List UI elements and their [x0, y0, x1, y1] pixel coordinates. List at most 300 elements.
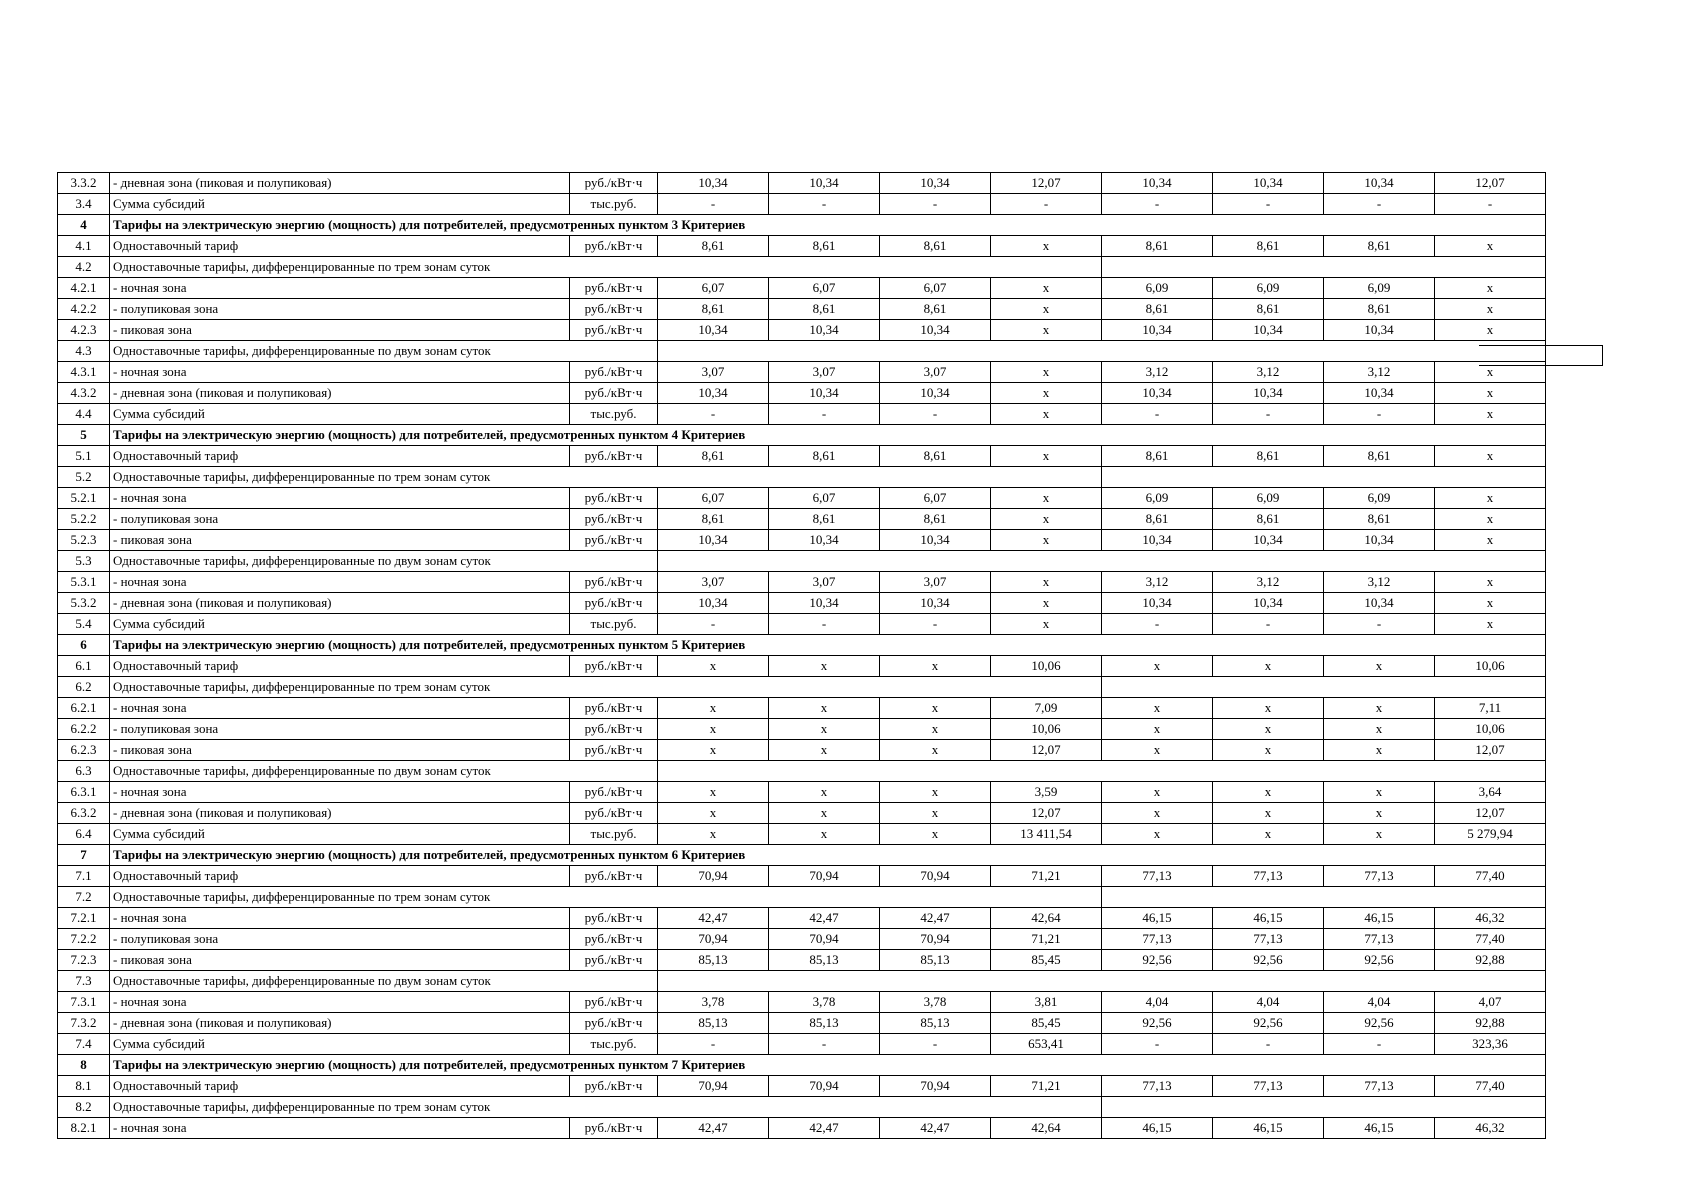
value-cell: 13 411,54: [991, 824, 1102, 845]
value-cell: 10,34: [1102, 173, 1213, 194]
value-cell: x: [880, 698, 991, 719]
row-name: Одноставочные тарифы, дифференцированные по трем зонам суток: [110, 677, 1102, 698]
value-cell: 77,40: [1435, 1076, 1546, 1097]
row-name: - пиковая зона: [110, 320, 570, 341]
value-cell: -: [658, 614, 769, 635]
table-row: [58, 236, 1546, 257]
value-cell: 10,34: [880, 530, 991, 551]
row-number: 6.2.1: [58, 698, 110, 719]
table-row: [58, 740, 1546, 761]
row-number: 5.1: [58, 446, 110, 467]
value-cell: 8,61: [769, 446, 880, 467]
table-row: [58, 194, 1546, 215]
row-number: 7: [58, 845, 110, 866]
row-number: 5.3.2: [58, 593, 110, 614]
value-cell: x: [991, 614, 1102, 635]
table-row: [58, 1118, 1546, 1139]
table-row: [58, 446, 1546, 467]
value-cell: x: [880, 803, 991, 824]
value-cell: 42,47: [880, 908, 991, 929]
value-cell: 8,61: [1213, 236, 1324, 257]
value-cell: 85,13: [769, 1013, 880, 1034]
row-unit: руб./кВт·ч: [570, 992, 658, 1013]
value-cell: x: [658, 740, 769, 761]
value-cell: 10,34: [1213, 530, 1324, 551]
empty-cell: [1213, 551, 1324, 572]
row-name: Одноставочные тарифы, дифференцированные по трем зонам суток: [110, 467, 1102, 488]
value-cell: 42,47: [880, 1118, 991, 1139]
value-cell: 6,09: [1102, 278, 1213, 299]
value-cell: 77,13: [1324, 866, 1435, 887]
value-cell: x: [1102, 824, 1213, 845]
value-cell: -: [1102, 614, 1213, 635]
row-number: 7.2.1: [58, 908, 110, 929]
table-row: [58, 383, 1546, 404]
row-name: - дневная зона (пиковая и полупиковая): [110, 1013, 570, 1034]
value-cell: -: [769, 614, 880, 635]
row-number: 8.2.1: [58, 1118, 110, 1139]
row-name: - пиковая зона: [110, 530, 570, 551]
value-cell: 85,13: [658, 950, 769, 971]
empty-cell: [1324, 971, 1435, 992]
value-cell: 92,56: [1102, 950, 1213, 971]
value-cell: 8,61: [1213, 299, 1324, 320]
value-cell: 77,40: [1435, 866, 1546, 887]
value-cell: 92,88: [1435, 1013, 1546, 1034]
row-unit: руб./кВт·ч: [570, 530, 658, 551]
value-cell: 3,78: [769, 992, 880, 1013]
row-name: - ночная зона: [110, 362, 570, 383]
section-title: Тарифы на электрическую энергию (мощность) для потребителей, предусмотренных пунктом 3 Критериев: [110, 215, 1546, 236]
table-row: [58, 362, 1546, 383]
subheader-row: [58, 887, 1546, 908]
row-name: - дневная зона (пиковая и полупиковая): [110, 803, 570, 824]
table-row: [58, 656, 1546, 677]
row-number: 6.2: [58, 677, 110, 698]
table-row: [58, 1034, 1546, 1055]
value-cell: 77,13: [1213, 1076, 1324, 1097]
value-cell: 3,12: [1102, 362, 1213, 383]
table-row: [58, 824, 1546, 845]
value-cell: x: [769, 782, 880, 803]
row-unit: руб./кВт·ч: [570, 782, 658, 803]
value-cell: x: [991, 446, 1102, 467]
value-cell: x: [1435, 572, 1546, 593]
value-cell: 3,07: [658, 572, 769, 593]
value-cell: 5 279,94: [1435, 824, 1546, 845]
table-row: [58, 782, 1546, 803]
value-cell: 8,61: [1213, 446, 1324, 467]
value-cell: 6,09: [1213, 278, 1324, 299]
table-row: [58, 593, 1546, 614]
value-cell: 10,34: [880, 173, 991, 194]
row-unit: руб./кВт·ч: [570, 803, 658, 824]
empty-cell: [769, 551, 880, 572]
section-title: Тарифы на электрическую энергию (мощность) для потребителей, предусмотренных пунктом 5 Критериев: [110, 635, 1546, 656]
empty-cell: [1435, 971, 1546, 992]
value-cell: 70,94: [880, 866, 991, 887]
row-name: Одноставочные тарифы, дифференцированные по двум зонам суток: [110, 971, 658, 992]
value-cell: x: [1213, 656, 1324, 677]
row-unit: руб./кВт·ч: [570, 299, 658, 320]
row-number: 5: [58, 425, 110, 446]
row-unit: тыс.руб.: [570, 404, 658, 425]
value-cell: 92,56: [1213, 1013, 1324, 1034]
value-cell: 3,81: [991, 992, 1102, 1013]
section-row: [58, 425, 1546, 446]
value-cell: x: [1324, 824, 1435, 845]
value-cell: 8,61: [769, 509, 880, 530]
value-cell: 10,34: [1324, 530, 1435, 551]
row-number: 8.2: [58, 1097, 110, 1118]
row-name: - ночная зона: [110, 992, 570, 1013]
tariff-table: [57, 172, 1546, 1139]
table-row: [58, 866, 1546, 887]
value-cell: 7,11: [1435, 698, 1546, 719]
row-unit: руб./кВт·ч: [570, 572, 658, 593]
value-cell: x: [769, 656, 880, 677]
row-number: 5.2.1: [58, 488, 110, 509]
table-row: [58, 992, 1546, 1013]
empty-cell: [880, 971, 991, 992]
value-cell: x: [991, 509, 1102, 530]
row-number: 5.2: [58, 467, 110, 488]
row-name: - полупиковая зона: [110, 509, 570, 530]
value-cell: 10,06: [1435, 719, 1546, 740]
value-cell: 46,15: [1324, 908, 1435, 929]
value-cell: 10,34: [769, 530, 880, 551]
value-cell: 8,61: [658, 446, 769, 467]
value-cell: 6,09: [1102, 488, 1213, 509]
row-name: - пиковая зона: [110, 950, 570, 971]
value-cell: 12,07: [991, 173, 1102, 194]
value-cell: 70,94: [658, 929, 769, 950]
row-name: Одноставочные тарифы, дифференцированные по трем зонам суток: [110, 887, 1102, 908]
row-number: 7.3: [58, 971, 110, 992]
value-cell: x: [1324, 698, 1435, 719]
empty-cell: [1435, 761, 1546, 782]
value-cell: 10,34: [1213, 383, 1324, 404]
value-cell: 6,09: [1324, 278, 1435, 299]
row-number: 6.2.2: [58, 719, 110, 740]
value-cell: x: [1435, 593, 1546, 614]
value-cell: 10,34: [880, 383, 991, 404]
value-cell: 92,56: [1102, 1013, 1213, 1034]
section-row: [58, 1055, 1546, 1076]
row-number: 8.1: [58, 1076, 110, 1097]
empty-cell: [1102, 341, 1213, 362]
value-cell: x: [1435, 362, 1546, 383]
empty-cell: [769, 341, 880, 362]
row-unit: руб./кВт·ч: [570, 866, 658, 887]
value-cell: 92,88: [1435, 950, 1546, 971]
row-name: Одноставочный тариф: [110, 656, 570, 677]
row-number: 6.3: [58, 761, 110, 782]
value-cell: 8,61: [658, 236, 769, 257]
value-cell: x: [1213, 782, 1324, 803]
row-name: - дневная зона (пиковая и полупиковая): [110, 383, 570, 404]
value-cell: -: [991, 194, 1102, 215]
value-cell: 46,15: [1213, 908, 1324, 929]
value-cell: 3,59: [991, 782, 1102, 803]
empty-cell: [1102, 677, 1546, 698]
value-cell: 85,13: [769, 950, 880, 971]
row-name: Одноставочный тариф: [110, 866, 570, 887]
value-cell: -: [1435, 194, 1546, 215]
value-cell: 85,13: [658, 1013, 769, 1034]
value-cell: 46,15: [1102, 908, 1213, 929]
row-number: 7.2: [58, 887, 110, 908]
value-cell: -: [880, 614, 991, 635]
value-cell: x: [1435, 446, 1546, 467]
value-cell: 42,64: [991, 908, 1102, 929]
value-cell: -: [1213, 614, 1324, 635]
row-name: - дневная зона (пиковая и полупиковая): [110, 173, 570, 194]
value-cell: 85,45: [991, 950, 1102, 971]
row-unit: руб./кВт·ч: [570, 320, 658, 341]
section-row: [58, 845, 1546, 866]
value-cell: 77,13: [1213, 929, 1324, 950]
value-cell: x: [991, 593, 1102, 614]
value-cell: x: [1435, 509, 1546, 530]
value-cell: x: [991, 320, 1102, 341]
row-number: 4.4: [58, 404, 110, 425]
value-cell: x: [1324, 740, 1435, 761]
value-cell: 8,61: [880, 299, 991, 320]
empty-cell: [1102, 1097, 1546, 1118]
empty-cell: [1102, 551, 1213, 572]
value-cell: x: [991, 278, 1102, 299]
value-cell: 77,40: [1435, 929, 1546, 950]
value-cell: 3,07: [769, 362, 880, 383]
value-cell: -: [1324, 1034, 1435, 1055]
value-cell: 70,94: [658, 866, 769, 887]
value-cell: -: [658, 1034, 769, 1055]
row-unit: тыс.руб.: [570, 1034, 658, 1055]
value-cell: 8,61: [769, 236, 880, 257]
value-cell: x: [880, 656, 991, 677]
row-name: Сумма субсидий: [110, 1034, 570, 1055]
value-cell: x: [991, 404, 1102, 425]
row-number: 4.2.2: [58, 299, 110, 320]
row-name: - дневная зона (пиковая и полупиковая): [110, 593, 570, 614]
value-cell: -: [658, 194, 769, 215]
value-cell: 77,13: [1102, 1076, 1213, 1097]
value-cell: 8,61: [1324, 446, 1435, 467]
value-cell: 10,34: [1102, 320, 1213, 341]
value-cell: 323,36: [1435, 1034, 1546, 1055]
section-title: Тарифы на электрическую энергию (мощность) для потребителей, предусмотренных пунктом 4 Критериев: [110, 425, 1546, 446]
value-cell: x: [1435, 614, 1546, 635]
value-cell: 6,07: [769, 278, 880, 299]
empty-cell: [1102, 761, 1213, 782]
row-name: Сумма субсидий: [110, 824, 570, 845]
value-cell: 10,34: [1324, 320, 1435, 341]
value-cell: -: [880, 194, 991, 215]
row-name: - ночная зона: [110, 698, 570, 719]
value-cell: 85,13: [880, 1013, 991, 1034]
row-unit: руб./кВт·ч: [570, 740, 658, 761]
value-cell: x: [991, 299, 1102, 320]
row-name: - полупиковая зона: [110, 719, 570, 740]
row-name: - пиковая зона: [110, 740, 570, 761]
empty-cell: [991, 971, 1102, 992]
row-name: Сумма субсидий: [110, 194, 570, 215]
row-number: 4.2.3: [58, 320, 110, 341]
value-cell: x: [658, 656, 769, 677]
value-cell: 7,09: [991, 698, 1102, 719]
value-cell: 46,32: [1435, 908, 1546, 929]
table-row: [58, 173, 1546, 194]
value-cell: 3,12: [1213, 572, 1324, 593]
table-row: [58, 530, 1546, 551]
value-cell: x: [769, 824, 880, 845]
subheader-row: [58, 761, 1546, 782]
value-cell: 3,07: [769, 572, 880, 593]
empty-cell: [1102, 467, 1546, 488]
empty-cell: [769, 971, 880, 992]
row-unit: руб./кВт·ч: [570, 1118, 658, 1139]
value-cell: 8,61: [769, 299, 880, 320]
value-cell: 3,12: [1102, 572, 1213, 593]
value-cell: -: [1102, 404, 1213, 425]
value-cell: x: [1435, 530, 1546, 551]
value-cell: x: [991, 383, 1102, 404]
value-cell: x: [1324, 719, 1435, 740]
value-cell: -: [1324, 614, 1435, 635]
value-cell: 6,07: [658, 278, 769, 299]
value-cell: 71,21: [991, 1076, 1102, 1097]
section-row: [58, 635, 1546, 656]
value-cell: 71,21: [991, 866, 1102, 887]
table-row: [58, 950, 1546, 971]
value-cell: 77,13: [1102, 929, 1213, 950]
value-cell: 3,12: [1324, 572, 1435, 593]
table-row: [58, 572, 1546, 593]
value-cell: 3,07: [658, 362, 769, 383]
value-cell: 4,04: [1102, 992, 1213, 1013]
value-cell: 8,61: [880, 446, 991, 467]
value-cell: 10,34: [769, 383, 880, 404]
value-cell: -: [1102, 194, 1213, 215]
value-cell: -: [1213, 404, 1324, 425]
section-title: Тарифы на электрическую энергию (мощность) для потребителей, предусмотренных пунктом 6 Критериев: [110, 845, 1546, 866]
table-row: [58, 404, 1546, 425]
table-row: [58, 299, 1546, 320]
value-cell: x: [991, 488, 1102, 509]
value-cell: 71,21: [991, 929, 1102, 950]
value-cell: x: [1102, 656, 1213, 677]
row-number: 6.4: [58, 824, 110, 845]
value-cell: 42,47: [658, 1118, 769, 1139]
empty-cell: [991, 551, 1102, 572]
value-cell: 8,61: [1213, 509, 1324, 530]
value-cell: x: [991, 362, 1102, 383]
row-number: 6.3.1: [58, 782, 110, 803]
value-cell: -: [1102, 1034, 1213, 1055]
value-cell: x: [1213, 803, 1324, 824]
value-cell: x: [1324, 782, 1435, 803]
value-cell: 46,32: [1435, 1118, 1546, 1139]
value-cell: -: [880, 1034, 991, 1055]
value-cell: 6,09: [1324, 488, 1435, 509]
value-cell: x: [1102, 740, 1213, 761]
value-cell: 3,12: [1213, 362, 1324, 383]
value-cell: -: [658, 404, 769, 425]
row-number: 7.3.1: [58, 992, 110, 1013]
value-cell: 10,34: [769, 173, 880, 194]
value-cell: 42,47: [769, 908, 880, 929]
row-name: Сумма субсидий: [110, 614, 570, 635]
value-cell: 46,15: [1324, 1118, 1435, 1139]
row-unit: руб./кВт·ч: [570, 719, 658, 740]
row-number: 7.4: [58, 1034, 110, 1055]
value-cell: 10,34: [1102, 593, 1213, 614]
value-cell: x: [991, 572, 1102, 593]
value-cell: -: [1324, 194, 1435, 215]
row-unit: руб./кВт·ч: [570, 929, 658, 950]
value-cell: x: [991, 530, 1102, 551]
row-unit: руб./кВт·ч: [570, 278, 658, 299]
row-name: - ночная зона: [110, 908, 570, 929]
value-cell: 10,34: [1324, 593, 1435, 614]
empty-cell: [1324, 341, 1435, 362]
value-cell: 10,34: [769, 320, 880, 341]
value-cell: 70,94: [880, 929, 991, 950]
value-cell: x: [1435, 278, 1546, 299]
value-cell: 8,61: [1324, 299, 1435, 320]
value-cell: 77,13: [1102, 866, 1213, 887]
value-cell: 8,61: [658, 299, 769, 320]
table-row: [58, 1076, 1546, 1097]
value-cell: 77,13: [1324, 929, 1435, 950]
row-number: 5.2.3: [58, 530, 110, 551]
empty-cell: [1213, 761, 1324, 782]
row-unit: руб./кВт·ч: [570, 383, 658, 404]
value-cell: 4,07: [1435, 992, 1546, 1013]
empty-cell: [658, 971, 769, 992]
table-row: [58, 698, 1546, 719]
row-unit: руб./кВт·ч: [570, 656, 658, 677]
value-cell: x: [1213, 824, 1324, 845]
value-cell: x: [880, 824, 991, 845]
empty-cell: [1102, 257, 1546, 278]
value-cell: 10,34: [658, 593, 769, 614]
value-cell: 3,64: [1435, 782, 1546, 803]
value-cell: x: [769, 698, 880, 719]
value-cell: 8,61: [1102, 299, 1213, 320]
value-cell: 10,34: [658, 173, 769, 194]
row-name: - ночная зона: [110, 488, 570, 509]
value-cell: 10,34: [658, 530, 769, 551]
value-cell: x: [658, 719, 769, 740]
value-cell: x: [1435, 299, 1546, 320]
value-cell: 4,04: [1324, 992, 1435, 1013]
value-cell: 46,15: [1213, 1118, 1324, 1139]
value-cell: 6,07: [880, 278, 991, 299]
value-cell: 6,09: [1213, 488, 1324, 509]
value-cell: x: [1102, 719, 1213, 740]
value-cell: 8,61: [1102, 509, 1213, 530]
row-number: 4: [58, 215, 110, 236]
empty-cell: [880, 761, 991, 782]
subheader-row: [58, 677, 1546, 698]
value-cell: 8,61: [1102, 446, 1213, 467]
value-cell: 3,07: [880, 572, 991, 593]
value-cell: 653,41: [991, 1034, 1102, 1055]
value-cell: -: [1324, 404, 1435, 425]
value-cell: 6,07: [769, 488, 880, 509]
